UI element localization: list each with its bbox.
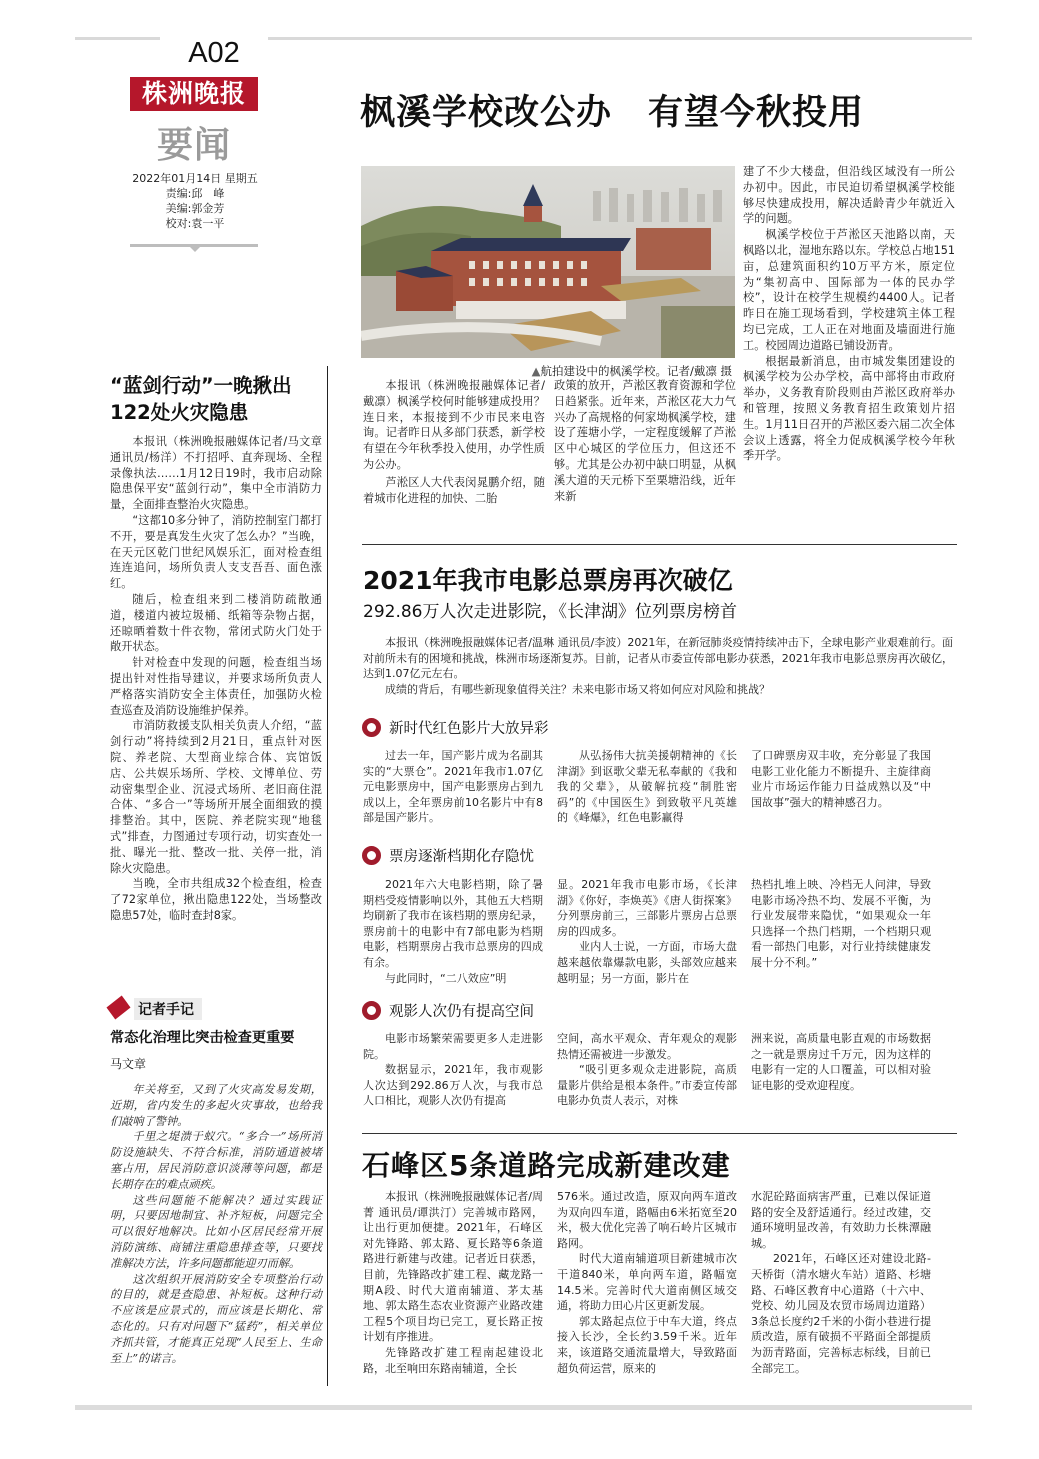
- section-title: 要闻: [156, 124, 231, 166]
- film-s3-col-3: [751, 1031, 931, 1093]
- paragraph: 成绩的背后，有哪些新现象值得关注？未来电影市场又将如何应对风险和挑战？: [385, 682, 770, 696]
- paragraph: 过去一年，国产影片成为名副其实的“大票仓”。2021年我市1.07亿元电影票房中，国产电影票房占到九成以上，全年票房前10名影片中有8部是国产影片。: [363, 749, 543, 825]
- issue-meta: [120, 171, 270, 231]
- paragraph: 与此同时，“二八效应”明: [385, 971, 507, 985]
- paragraph: 针对检查中发现的问题，检查组当场提出针对性指导建议，并要求场所负责人严格落实消防安全主体责任，加强防火检查巡查及消防设施维护保养。: [110, 656, 322, 717]
- paragraph: 这次组织开展消防安全专项整治行动的目的，就是查隐患、补短板。这种行动不应该是应景式的，而应该是长期化、常态化的。只有对问题下“猛药”，相关单位齐抓共管，才能真正兑现“人民至上、生命至上”的诺言。: [110, 1272, 322, 1365]
- paragraph: 显。2021年我市电影市场，《长津湖》《你好，李焕英》《唐人街探案》分列票房前三，三部影片票房占总票房的四成多。: [557, 878, 737, 938]
- section-rule: [362, 544, 957, 545]
- column-divider: [327, 366, 328, 1386]
- ring-bullet-icon: [362, 718, 381, 737]
- ring-bullet-icon: [362, 846, 381, 865]
- section-rule: [362, 1133, 957, 1134]
- paragraph: 从弘扬伟大抗美援朝精神的《长津湖》到讴歌父辈无私奉献的《我和我的父辈》，从破解抗疫“制胜密码”的《中国医生》到致敬平凡英雄的《峰爆》，红色电影赢得: [557, 749, 737, 825]
- paragraph: 水泥砼路面病害严重，已难以保证道路的安全及舒适通行。经过改建，交通环境明显改善，有效助力长株潭融城。: [751, 1190, 931, 1250]
- newspaper-logo: 株洲晚报: [130, 77, 258, 111]
- top-rule-right: [268, 37, 972, 40]
- paragraph: 2021年，石峰区还对建设北路-天桥街（清水塘火车站）道路、杉塘路、石峰区教育中心道路（十六中、党校、幼儿园及农贸市场周边道路）3条总长度约2千米的小街小巷进行提质改造，原有破损不平路面全部提质为沥青路面，完善标志标线，目前已全部完工。: [751, 1252, 931, 1375]
- reporter-note-tag: [110, 997, 210, 1019]
- photo-caption: [500, 363, 732, 379]
- paragraph: 本报讯（株洲晚报融媒体记者/戴凛）枫溪学校何时能够建成投用？连日来，本报接到不少市民来电咨询。记者昨日从多部门获悉，新学校有望在今年秋季投入使用，办学性质为公办。: [363, 379, 545, 471]
- film-lead: [363, 635, 953, 697]
- lead-headline: 枫溪学校改公办 有望今秋投用: [360, 93, 865, 133]
- triangle-up-icon: ▲: [531, 364, 541, 378]
- paragraph: 年关将至，又到了火灾高发易发期，近期，省内发生的多起火灾事故，也给我们敲响了警钟。: [110, 1083, 322, 1128]
- paragraph: “这都10多分钟了，消防控制室门都打不开，要是真发生火灾了怎么办？”当晚，在天元区乾门世纪风娱乐汇，面对检查组连连追问，场所负责人支支吾吾、面色涨红。: [110, 513, 322, 591]
- proofreader-credit: 校对:袁一平: [165, 217, 225, 230]
- note-author: 马文章: [110, 1057, 147, 1071]
- film-s1-col-2: [557, 748, 737, 826]
- paragraph: 洲来说，高质量电影直观的市场数据之一就是票房过千万元，因为这样的电影有一定的人口覆盖，可以相对验证电影的受欢迎程度。: [751, 1032, 931, 1092]
- film-s1-col-1: [363, 748, 543, 826]
- subhead-text: 观影人次仍有提高空间: [389, 1004, 534, 1020]
- paragraph: 市消防救援支队相关负责人介绍，“蓝剑行动”将持续到2月21日，重点针对医院、养老院、大型商业综合体、宾馆饭店、公共娱乐场所、学校、文博单位、劳动密集型企业、沉浸式场所、老旧商住混合体、“多合一”等场所开展全面细致的摸排整治。其中，医院、养老院实现“地毯式”排查，力图通过专项行动，切实查处一批、曝光一批、整改一批、关停一批，消除火灾隐患。: [110, 719, 322, 875]
- lead-col-1: [363, 378, 545, 506]
- film-s2-col-3: [751, 877, 931, 971]
- paragraph: 业内人士说，一方面，市场大盘越来越依靠爆款电影，头部效应越来越明显；另一方面，影片在: [557, 940, 737, 985]
- note-tag-label: 记者手记: [134, 998, 202, 1020]
- paragraph: 本报讯（株洲晚报融媒体记者/马文章 通讯员/杨洋）不打招呼、直奔现场、全程录像执法……1月12日19时，我市启动除隐患保平安“蓝剑行动”，集中全市消防力量，全面排查整治火灾隐患。: [110, 435, 322, 512]
- film-subheadline: 292.86万人次走进影院，《长津湖》位列票房榜首: [363, 602, 737, 622]
- paragraph: 本报讯（株洲晚报融媒体记者/温琳 通讯员/李波）2021年，在新冠肺炎疫情持续冲击下，全球电影产业艰难前行。面对前所未有的困境和挑战，株洲市场逐渐复苏。目前，记者从市委宣传部电影办获悉，2021年我市电影总票房再次破亿，达到1.07亿元左右。: [363, 636, 953, 681]
- designer-credit: 美编:郭金芳: [165, 202, 225, 215]
- issue-date: 2022年01月14日 星期五: [132, 172, 258, 185]
- paragraph: 时代大道南辅道项目新建城市次干道840米，单向两车道，路幅宽14.5米。完善时代大道南侧区域交通，将助力田心片区更新发展。: [557, 1252, 737, 1313]
- film-s3-col-2: [557, 1031, 737, 1109]
- lead-photo: [361, 166, 735, 358]
- paragraph: 数据显示，2021年，我市观影人次达到292.86万人次，与我市总人口相比，观影人次仍有提高: [363, 1063, 543, 1108]
- road-col-1: [363, 1189, 543, 1376]
- note-body: [110, 1082, 322, 1366]
- paragraph: 空间，高水平观众、青年观众的观影热情还需被进一步激发。: [557, 1032, 737, 1061]
- lead-col-3: [743, 164, 955, 464]
- paragraph: 郭太路起点位于中车大道，终点接入长沙，全长约3.59千米。近年来，该道路交通流量增大，导致路面超负荷运营，原来的: [557, 1314, 737, 1375]
- film-s2-col-2: [557, 877, 737, 986]
- editor-credit: 责编:邱 峰: [165, 187, 225, 200]
- paragraph: 枫溪学校位于芦淞区天池路以南，天枫路以北，湿地东路以东。学校总占地151亩，总建筑面积约10万平方米，原定位为“集初高中、国际部为一体的民办学校”，设计在校学生规模约4400人。记者昨日在施工现场看到，学校建筑主体工程均已完成，工人正在对地面及墙面进行施工。校园周边道路已铺设沥青。: [743, 228, 955, 352]
- film-s3-col-1: [363, 1031, 543, 1109]
- film-headline: 2021年我市电影总票房再次破亿: [363, 566, 733, 595]
- film-s1-col-3: [751, 748, 931, 810]
- subhead-text: 票房逐渐档期化存隐忧: [389, 849, 534, 865]
- paragraph: 576米。通过改造，原双向两车道改为双向四车道，路幅由6米拓宽至20米，极大优化完善了响石岭片区城市路网。: [557, 1190, 737, 1250]
- road-col-2: [557, 1189, 737, 1376]
- sidebar-body: [110, 434, 322, 924]
- sidebar-headline: “蓝剑行动”一晚揪出122处火灾隐患: [110, 374, 292, 424]
- top-rule-left: [75, 37, 160, 40]
- road-col-3: [751, 1189, 931, 1376]
- subhead-text: 新时代红色影片大放异彩: [389, 721, 549, 737]
- film-s2-col-1: [363, 877, 543, 986]
- ring-bullet-icon: [362, 1001, 381, 1020]
- paragraph: 随后，检查组来到二楼消防疏散通道，楼道内被垃圾桶、纸箱等杂物占据，还晾晒着数十件衣物，常闭式防火门处于敞开状态。: [110, 592, 322, 654]
- note-headline: 常态化治理比突击检查更重要: [110, 1030, 295, 1046]
- paragraph: 热档扎堆上映、冷档无人问津，导致电影市场冷热不均、发展不平衡，为行业发展带来隐忧，“如果观众一年只选择一个热门档期，一个档期只观看一部热门电影，对行业持续健康发展十分不利。”: [751, 878, 931, 969]
- paragraph: 根据最新消息，由市城发集团建设的枫溪学校为公办学校，高中部将由市政府举办，义务教育阶段则由芦淞区政府举办和管理，按照义务教育招生政策划片招生。1月11日召开的芦淞区委六届二次全体会议上透露，将全力促成枫溪学校今年秋季开学。: [743, 354, 955, 463]
- ribbon-icon: [106, 995, 130, 1019]
- paragraph: 建了不少大楼盘，但沿线区域没有一所公办初中。因此，市民迫切希望枫溪学校能够尽快建成投用，解决适龄青少年就近入学的问题。: [743, 165, 955, 226]
- paragraph: “吸引更多观众走进影院，高质量影片供给是根本条件。”市委宣传部电影办负责人表示，对株: [557, 1063, 737, 1108]
- paragraph: 这些问题能不能解决？通过实践证明，只要因地制宜、补齐短板，问题完全可以很好地解决。比如小区居民经常开展消防演练、商铺注重隐患排查等，只要找准解决方法，许多问题都能迎刃而解。: [110, 1193, 322, 1270]
- paragraph: 电影市场繁荣需要更多人走进影院。: [363, 1032, 543, 1061]
- paragraph: 本报讯（株洲晚报融媒体记者/周菁 通讯员/谭洪汀）完善城市路网，让出行更加便捷。2021年，石峰区对先锋路、郭太路、夏长路等6条道路进行新建与改建。记者近日获悉，目前，先锋路改扩建工程、藏龙路一期A段、时代大道南辅道、茅太基地、郭太路生态农业资源产业路改建工程5个项目均已完工，夏长路正按计划有序推进。: [363, 1190, 543, 1344]
- page-number: A02: [188, 37, 240, 69]
- paragraph: 2021年六大电影档期，除了暑期档受疫情影响以外，其他五大档期均刷新了我市在该档期的票房纪录，票房前十的电影中有7部电影为档期电影，档期票房占我市总票房的四成有余。: [363, 878, 543, 969]
- paragraph: 千里之堤溃于蚁穴。“多合一”场所消防设施缺失、不符合标准，消防通道被堵塞占用，居民消防意识淡薄等问题，都是长期存在的难点顽疾。: [110, 1130, 322, 1191]
- school-aerial-photo: [361, 166, 735, 358]
- lead-col-2: [554, 378, 736, 504]
- chevron-down-icon: [187, 244, 203, 252]
- paragraph: 先锋路改扩建工程南起建设北路，北至响田东路南辅道，全长: [363, 1345, 543, 1375]
- paragraph: 当晚，全市共组成32个检查组，检查了72家单位，揪出隐患122处，当场整改隐患57处，临时查封8家。: [110, 877, 322, 922]
- paragraph: 芦淞区人大代表闵晁鹏介绍，随着城市化进程的加快、二胎: [363, 475, 545, 505]
- road-headline: 石峰区5条道路完成新建改建: [362, 1149, 731, 1182]
- paragraph: 了口碑票房双丰收，充分彰显了我国电影工业化能力不断提升、主旋律商业片市场运作能力日益成熟以及“中国故事”强大的精神感召力。: [751, 749, 931, 809]
- caption-text: 航拍建设中的枫溪学校。记者/戴凛 摄: [540, 364, 732, 378]
- bottom-rule: [75, 1405, 972, 1410]
- paragraph: 政策的放开，芦淞区教育资源和学位日趋紧张。近年来，芦淞区花大力气兴办了高规格的何家坳枫溪学校，建设了莲塘小学，一定程度缓解了芦淞区中心城区的学位压力，但这还不够。尤其是公办初中缺口明显，从枫溪大道的天元桥下至栗塘沿线，近年来新: [554, 379, 736, 503]
